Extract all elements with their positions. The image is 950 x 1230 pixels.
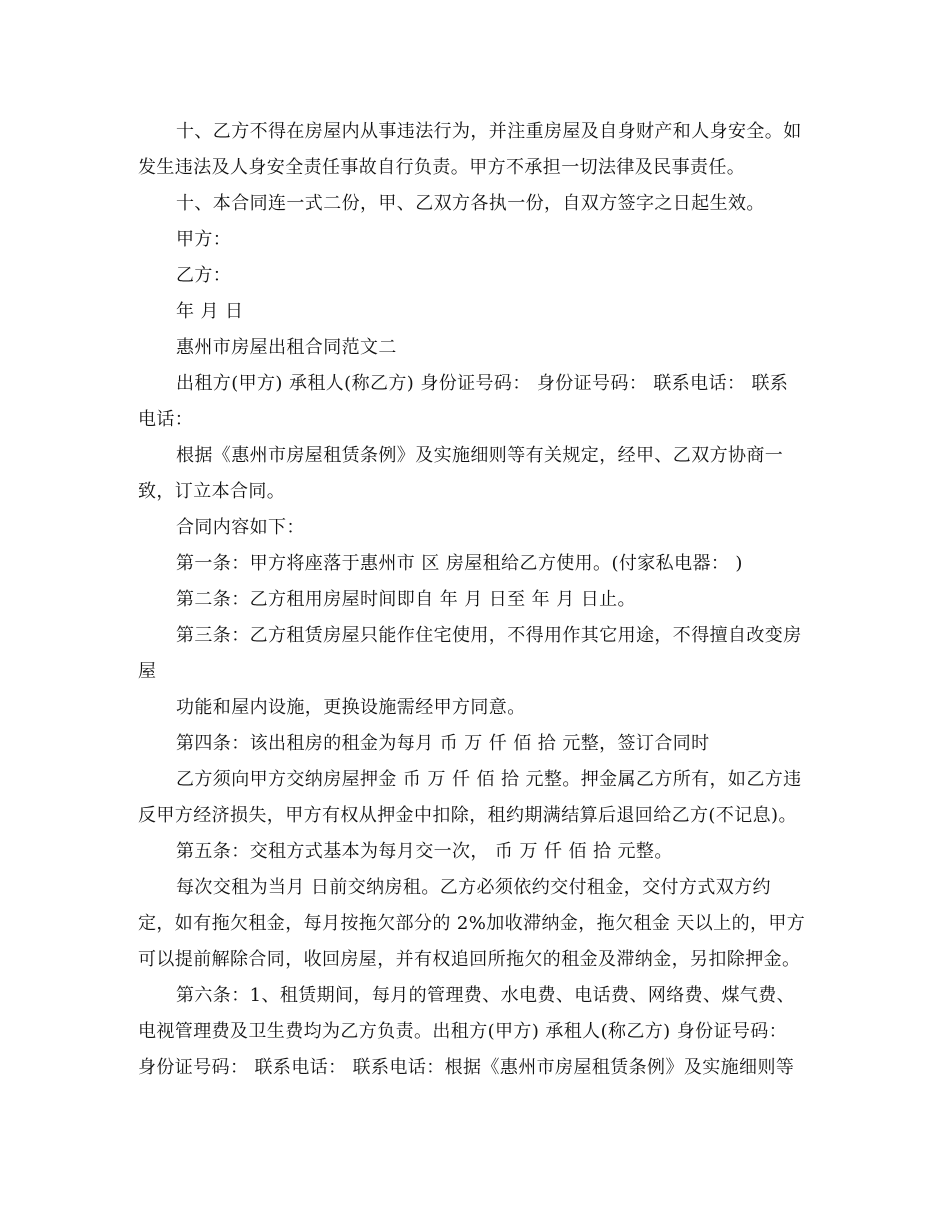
article-five-line-2: 每次交租为当月 日前交纳房租。乙方必须依约交付租金，交付方式双方约	[176, 877, 771, 898]
signature-party-a: 甲方：	[176, 229, 232, 250]
article-five-line-3: 定，如有拖欠租金，每月按拖欠部分的 2%加收滞纳金，拖欠租金 天以上的，甲方	[138, 913, 806, 934]
article-six-line-1: 第六条：1、租赁期间，每月的管理费、水电费、电话费、网络费、煤气费、	[176, 985, 796, 1006]
clause-ten-line-2: 发生违法及人身安全责任事故自行负责。甲方不承担一切法律及民事责任。	[138, 157, 746, 178]
clause-copies: 十、本合同连一式二份，甲、乙双方各执一份，自双方签字之日起生效。	[176, 193, 765, 214]
parties-line-2: 电话：	[138, 409, 194, 430]
contents-heading: 合同内容如下：	[176, 517, 305, 538]
article-six-line-3: 身份证号码： 联系电话： 联系电话：根据《惠州市房屋租赁条例》及实施细则等	[138, 1057, 795, 1078]
document-body	[138, 114, 814, 1086]
article-five-line-1: 第五条：交租方式基本为每月交一次， 币 万 仟 佰 拾 元整。	[176, 841, 673, 862]
article-five-line-4: 可以提前解除合同，收回房屋，并有权追回所拖欠的租金及滞纳金，另扣除押金。	[138, 949, 801, 970]
section-title: 惠州市房屋出租合同范文二	[176, 337, 397, 358]
article-three-line-3: 功能和屋内设施，更换设施需经甲方同意。	[176, 697, 526, 718]
article-three-line-2: 屋	[138, 661, 157, 682]
signature-party-b: 乙方：	[176, 265, 232, 286]
article-two: 第二条：乙方租用房屋时间即自 年 月 日至 年 月 日止。	[176, 589, 636, 610]
preamble-line-1: 根据《惠州市房屋租赁条例》及实施细则等有关规定，经甲、乙双方协商一	[176, 445, 784, 466]
clause-ten-line-1: 十、乙方不得在房屋内从事违法行为，并注重房屋及自身财产和人身安全。如	[176, 121, 802, 142]
article-four-line-2: 乙方须向甲方交纳房屋押金 币 万 仟 佰 拾 元整。押金属乙方所有，如乙方违	[176, 769, 802, 790]
article-three-line-1: 第三条：乙方租赁房屋只能作住宅使用，不得用作其它用途，不得擅自改变房	[176, 625, 802, 646]
article-four-line-1: 第四条：该出租房的租金为每月 币 万 仟 佰 拾 元整，签订合同时	[176, 733, 710, 754]
article-six-line-2: 电视管理费及卫生费均为乙方负责。出租方(甲方) 承租人(称乙方) 身份证号码：	[138, 1021, 788, 1042]
article-one: 第一条：甲方将座落于惠州市 区 房屋租给乙方使用。(付家私电器： )	[176, 553, 743, 574]
preamble-line-2: 致，订立本合同。	[138, 481, 286, 502]
signature-date: 年 月 日	[176, 301, 244, 322]
parties-line-1: 出租方(甲方) 承租人(称乙方) 身份证号码： 身份证号码： 联系电话： 联系	[176, 373, 789, 394]
article-four-line-3: 反甲方经济损失，甲方有权从押金中扣除，租约期满结算后退回给乙方(不记息)。	[138, 805, 797, 826]
